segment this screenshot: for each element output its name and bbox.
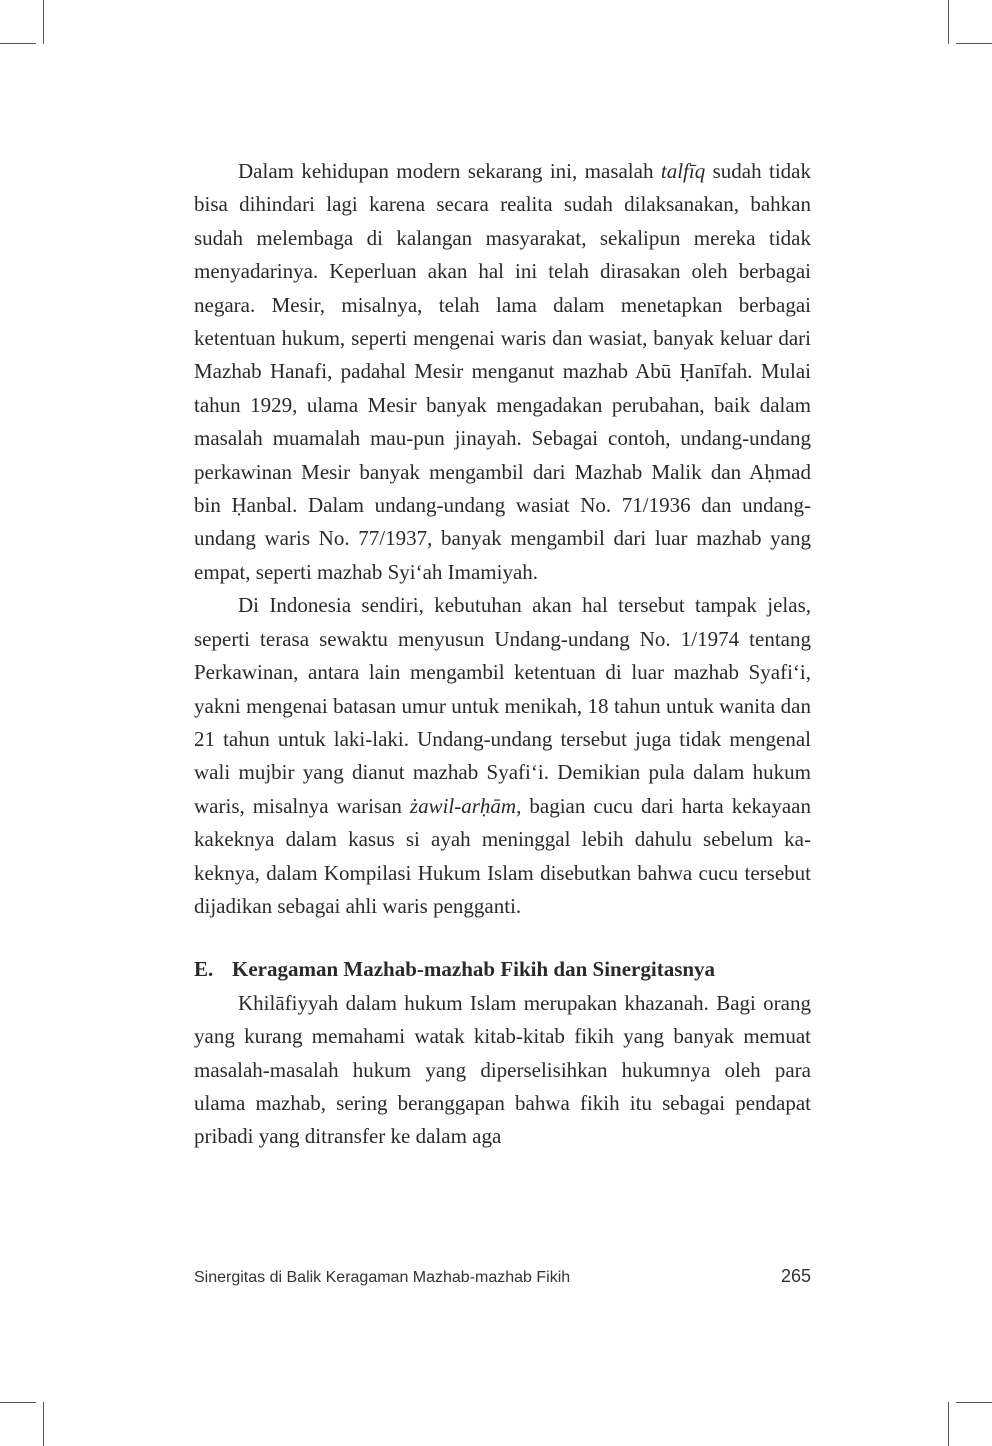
crop-mark-top-right-vertical xyxy=(948,0,949,44)
section-number: E. xyxy=(194,957,214,982)
crop-mark-top-left-horizontal xyxy=(0,43,36,44)
page-footer xyxy=(194,1266,811,1287)
running-title: Sinergitas di Balik Keragaman Mazhab-mazhab Fikih xyxy=(194,1269,571,1286)
section-title: Keragaman Mazhab-mazhab Fikih dan Sinergitasnya xyxy=(232,957,716,982)
term-zawil-arham: żawil-arḥām xyxy=(409,793,517,818)
page-number: 265 xyxy=(780,1266,811,1286)
crop-mark-bottom-right-horizontal xyxy=(956,1402,992,1403)
paragraph-talfiq: Dalam kehidupan modern sekarang ini, masalah talfīq sudah tidak bisa dihindari lagi karena secara realita sudah dilaksanakan, bahkan sudah melembaga di kalangan masyarakat, sekalipun mereka tidak menyadarinya. Keperluan akan hal ini telah dirasakan oleh berbagai negara. Mesir, misalnya, telah lama dalam menetapkan berbagai ketentuan hukum, seperti mengenai waris dan wasiat, banyak keluar dari Mazhab Hanafi, padahal Mesir menganut mazhab Abū Ḥanīfah. Mulai tahun 1929, ulama Mesir banyak mengadakan perubahan, baik dalam masalah muamalah mau-pun jinayah. Sebagai contoh, undang-undang perkawinan Mesir banyak mengambil dari Mazhab Malik dan Aḥmad bin Ḥanbal. Dalam undang-undang wasiat No. 71/1936 dan undang-undang waris No. 77/1937, banyak mengambil dari luar mazhab yang empat, seperti mazhab Syiʻah Imamiyah. xyxy=(194,159,812,584)
crop-mark-top-right-horizontal xyxy=(956,43,992,44)
section-heading xyxy=(194,953,811,986)
crop-mark-bottom-right-vertical xyxy=(948,1402,949,1446)
paragraph-indonesia: Di Indonesia sendiri, kebutuhan akan hal tersebut tampak jelas, seperti terasa sewaktu menyusun Undang-undang No. 1/1974 tentang Perkawinan, antara lain mengambil ketentuan di luar mazhab Syafiʻi, yakni mengenai batasan umur untuk menikah, 18 tahun untuk wanita dan 21 tahun untuk laki-laki. Undang-undang tersebut juga tidak mengenal wali mujbir yang dianut mazhab Syafiʻi. Demikian pula dalam hukum waris, misalnya warisan żawil-arḥām, bagian cucu dari harta kekayaan kakeknya dalam kasus si ayah meninggal lebih dahulu sebelum kakeknya, dalam Kompilasi Hukum Islam disebutkan bahwa cucu tersebut dijadikan sebagai ahli waris pengganti. xyxy=(194,593,811,918)
crop-mark-top-left-vertical xyxy=(43,0,44,44)
paragraph-khilafiyyah: Khilāfiyyah dalam hukum Islam merupakan khazanah. Bagi orang yang kurang memahami watak kitab-kitab fikih yang banyak memuat masalah-masalah hukum yang diperselisihkan hukumnya oleh para ulama mazhab, sering beranggapan bahwa fikih itu sebagai pendapat pribadi yang ditransfer ke dalam aga xyxy=(194,990,811,1149)
term-talfiq: talfīq xyxy=(660,159,706,183)
crop-mark-bottom-left-horizontal xyxy=(0,1402,36,1403)
crop-mark-bottom-left-vertical xyxy=(43,1402,44,1446)
body-text xyxy=(194,155,811,1154)
